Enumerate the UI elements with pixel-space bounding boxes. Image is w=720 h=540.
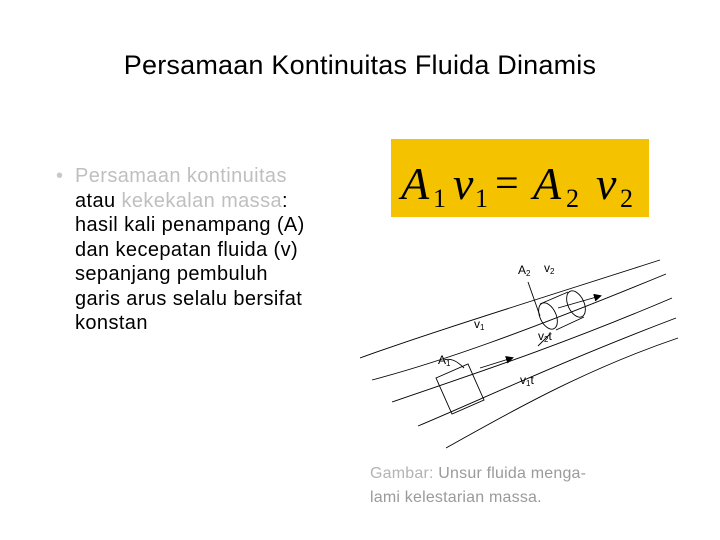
formula-equals: = xyxy=(495,161,519,207)
label-A2: A2 xyxy=(518,263,531,278)
bullet-item xyxy=(56,164,306,336)
label-v2t: v2t xyxy=(538,329,552,344)
streamline-1 xyxy=(360,260,660,358)
formula-v1: v xyxy=(453,158,474,209)
formula-A1: A xyxy=(401,158,430,209)
figure-caption xyxy=(370,462,680,510)
formula-A2: A xyxy=(533,158,562,209)
label-A1: A1 xyxy=(438,353,451,368)
caption-line1: Unsur fluida menga- xyxy=(433,465,587,482)
label-v1t: v1t xyxy=(520,373,534,388)
bullet-text xyxy=(75,164,306,336)
fluid-element-2-sides xyxy=(540,292,584,330)
formula-v1-sub: 1 xyxy=(475,184,488,213)
fluid-element-2-face1 xyxy=(535,300,561,332)
caption-line2: lami kelestarian massa. xyxy=(370,489,542,506)
label-v2: v2 xyxy=(544,261,555,276)
bullet-connector: atau xyxy=(75,189,122,212)
formula-box xyxy=(391,139,649,217)
bullet-marker: • xyxy=(56,165,64,187)
fluid-element-1 xyxy=(436,364,484,414)
streamline-2 xyxy=(372,274,666,380)
continuity-formula xyxy=(391,139,649,217)
term-continuity: Persamaan kontinuitas xyxy=(75,165,287,187)
label-v1: v1 xyxy=(474,317,485,332)
vector-v2 xyxy=(558,296,600,308)
bullet-description: : hasil kali penampang (A) dan kecepatan fluida (v) sepanjang pembuluh garis arus selalu bersifat konstan xyxy=(75,189,305,334)
term-mass-conservation: kekekalan massa xyxy=(121,189,283,212)
formula-v2: v xyxy=(596,158,617,209)
formula-A1-sub: 1 xyxy=(433,184,446,213)
flow-tube-diagram xyxy=(360,250,680,450)
slide-title: Persamaan Kontinuitas Fluida Dinamis xyxy=(123,50,597,80)
caption-label: Gambar: xyxy=(370,465,434,482)
formula-v2-sub: 2 xyxy=(620,184,633,213)
formula-A2-sub: 2 xyxy=(566,184,579,213)
